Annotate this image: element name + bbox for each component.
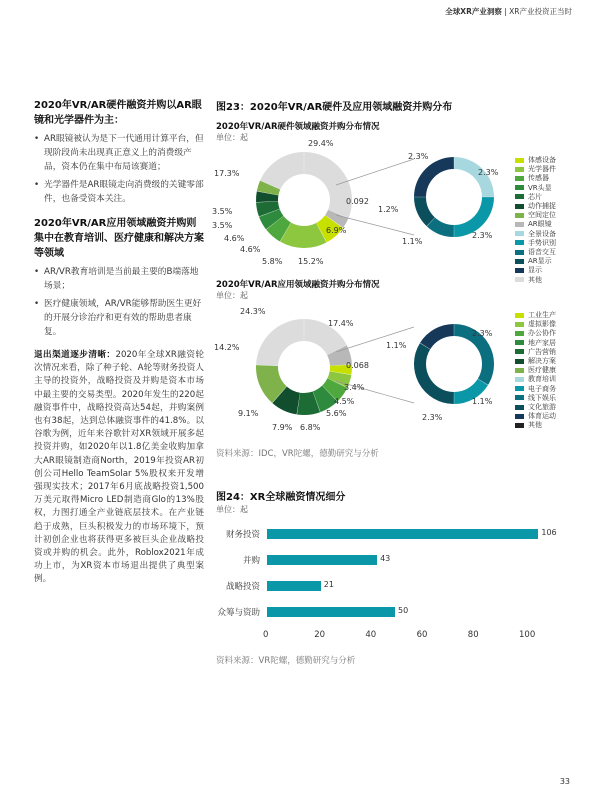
app-sub-label: 2.3% bbox=[472, 329, 493, 338]
x-tick-label: 20 bbox=[314, 630, 326, 640]
bar-value-label: 43 bbox=[380, 554, 391, 563]
app-sub-label: 1.1% bbox=[472, 397, 493, 406]
hw-legend-text: 手势识别 bbox=[528, 238, 556, 247]
app-legend-swatch bbox=[515, 377, 524, 382]
x-tick-label: 80 bbox=[467, 630, 479, 640]
app-legend-swatch bbox=[515, 340, 524, 345]
bar-value-label: 50 bbox=[398, 606, 409, 615]
app-main-label: 7.9% bbox=[272, 423, 293, 432]
fig23-hw-title: 2020年VR/AR硬件领域融资并购分布情况 bbox=[216, 122, 380, 132]
app-main-label: 24.3% bbox=[240, 307, 266, 316]
app-main-slice-9 bbox=[256, 319, 304, 366]
hw-main-label: 0.092 bbox=[346, 197, 369, 206]
fig23-source: 资料来源：IDC，VR陀螺，德勤研究与分析 bbox=[216, 449, 379, 459]
app-legend-swatch bbox=[515, 405, 524, 410]
app-legend-swatch bbox=[515, 359, 524, 364]
bar-category-label: 战略投资 bbox=[225, 582, 260, 592]
app-sub-slice-2 bbox=[414, 343, 454, 404]
app-legend-swatch bbox=[515, 423, 524, 428]
app-sub-label: 1.1% bbox=[386, 341, 407, 350]
fig24-unit: 单位：起 bbox=[216, 505, 248, 514]
hw-legend-text: 芯片 bbox=[528, 192, 542, 201]
bullet: • 光学器件是AR眼镜走向消费级的关键零部件，也备受资本关注。 bbox=[34, 178, 204, 206]
hw-sub-label: 1.1% bbox=[402, 237, 423, 246]
app-sub-label: 2.3% bbox=[422, 413, 443, 422]
section3-paragraph bbox=[34, 349, 204, 587]
hw-legend-text: 空间定位 bbox=[528, 211, 556, 220]
app-legend-swatch bbox=[515, 368, 524, 373]
bar bbox=[267, 581, 321, 591]
hw-legend-swatch bbox=[515, 194, 524, 199]
hw-main-label: 17.3% bbox=[214, 169, 240, 178]
hw-legend-swatch bbox=[515, 240, 524, 245]
fig24-title: 图24：XR全球融资情况细分 bbox=[216, 492, 346, 503]
hw-legend-text: VR头显 bbox=[528, 183, 552, 192]
hw-legend-swatch bbox=[515, 268, 524, 273]
hw-main-label: 6.9% bbox=[326, 226, 347, 235]
hw-legend-item bbox=[515, 275, 542, 285]
funding-bar-chart bbox=[200, 515, 580, 645]
hw-legend-swatch bbox=[515, 259, 524, 264]
fig23-hw-unit: 单位：起 bbox=[216, 133, 248, 142]
app-main-label: 5.6% bbox=[326, 409, 347, 418]
app-legend-swatch bbox=[515, 414, 524, 419]
hw-legend-swatch bbox=[515, 277, 524, 282]
bullet: • 医疗健康领域，AR/VR能够帮助医生更好的开展分诊治疗和更有效的帮助患者康复。 bbox=[34, 297, 204, 339]
section1-bullets bbox=[34, 132, 204, 206]
hw-sub-label: 2.3% bbox=[408, 152, 429, 161]
section1-title: 2020年VR/AR硬件融资并购以AR眼镜和光学器件为主： bbox=[34, 100, 202, 126]
hw-main-label: 5.8% bbox=[262, 257, 283, 266]
fig23-app-unit: 单位：起 bbox=[216, 291, 248, 300]
app-legend-item bbox=[515, 420, 542, 430]
bar bbox=[267, 607, 395, 617]
app-legend-text: 其他 bbox=[528, 421, 542, 430]
app-legend-text: 线下娱乐 bbox=[528, 393, 556, 402]
section2-title: 2020年VR/AR应用领域融资并购则集中在教育培训、医疗健康和解决方案等领域 bbox=[34, 218, 204, 259]
hw-legend-text: AR眼镜 bbox=[528, 220, 552, 229]
fig24-source: 资料来源：VR陀螺，德勤研究与分析 bbox=[216, 656, 356, 666]
fig23-title: 图23：2020年VR/AR硬件及应用领域融资并购分布 bbox=[216, 102, 453, 113]
app-legend-text: 解决方案 bbox=[528, 357, 556, 365]
app-legend-text: 虚拟影像 bbox=[528, 320, 556, 329]
app-legend-text: 医疗健康 bbox=[528, 366, 556, 375]
hw-legend-text: 其他 bbox=[528, 275, 542, 284]
x-tick-label: 100 bbox=[519, 630, 536, 640]
bar-category-label: 财务投资 bbox=[225, 530, 260, 540]
x-tick-label: 40 bbox=[365, 630, 377, 640]
app-legend-swatch bbox=[515, 386, 524, 391]
hw-main-label: 3.5% bbox=[212, 207, 233, 216]
hw-main-slice-0 bbox=[304, 152, 352, 218]
hw-legend-text: AR显示 bbox=[528, 257, 552, 266]
hw-legend-swatch bbox=[515, 222, 524, 227]
hw-main-label: 4.6% bbox=[224, 234, 245, 243]
header-subtitle: | XR产业投资正当时 bbox=[501, 7, 572, 16]
hw-legend-text: 传感器 bbox=[528, 174, 549, 183]
hw-sub-slice-4 bbox=[414, 157, 454, 197]
hw-legend-text: 光学器件 bbox=[528, 165, 556, 174]
hw-main-label: 4.6% bbox=[240, 245, 261, 254]
hw-sub-label: 2.3% bbox=[472, 231, 493, 240]
app-legend-text: 体育运动 bbox=[528, 412, 556, 421]
app-legend-text: 文化旅游 bbox=[528, 403, 556, 411]
hw-sub-label: 2.3% bbox=[478, 168, 499, 177]
page-number: 33 bbox=[559, 777, 570, 786]
section2-bullets bbox=[34, 265, 204, 339]
app-legend-swatch bbox=[515, 331, 524, 336]
app-main-label: 17.4% bbox=[328, 319, 354, 328]
hw-connector-bottom bbox=[336, 215, 414, 235]
app-legend-swatch bbox=[515, 349, 524, 354]
bar-value-label: 21 bbox=[323, 580, 334, 589]
hw-main-label: 15.2% bbox=[298, 257, 324, 266]
application-legend bbox=[515, 310, 585, 435]
hw-legend-swatch bbox=[515, 176, 524, 181]
hw-legend-text: 语音交互 bbox=[528, 248, 556, 256]
app-legend-text: 办公协作 bbox=[528, 329, 556, 338]
section3-text: 2020年全球XR融资轮次情况来看，除了种子轮、A轮等财务投资人主导的投资外，战略投资及并购是资本市场中最主要的交易类型。2020年发生的220起融资事件中，战略投资高达54起，并购案例也有38起，达到总体融资事件的41.8%。以谷歌为例，近年来谷歌针对XR领域开展多起投资并购，如2020年以1.8亿美金收购加拿大AR眼镜制造商North，2019年投资AR初创公司Hello TeamSolar 5%股权来开发增强现实技术；2017年6月底战略投资1,500万美元取得Micro LED制造商Glo的13%股权，力图打通全产业链底层技术。在产业链趋于成熟，巨头积极发力的市场环境下，预计初创企业也将获得更多被巨头企业战略投资或并购的机会。此外，Roblox2021年成功上市，为XR资本市场退出提供了典型案例。 bbox=[34, 350, 204, 585]
app-legend-text: 工业生产 bbox=[528, 311, 556, 319]
section3-lead: 退出渠道逐步清晰： bbox=[34, 350, 116, 360]
hw-legend-text: 体感设备 bbox=[528, 156, 556, 164]
app-main-label: 0.068 bbox=[346, 361, 369, 370]
hw-legend-swatch bbox=[515, 185, 524, 190]
hw-legend-swatch bbox=[515, 167, 524, 172]
fig23-app-title: 2020年VR/AR应用领域融资并购分布情况 bbox=[216, 280, 380, 290]
hw-legend-text: 显示 bbox=[528, 266, 542, 275]
left-column bbox=[34, 98, 204, 587]
x-tick-label: 60 bbox=[416, 630, 428, 640]
app-main-label: 6.8% bbox=[300, 423, 321, 432]
hw-legend-swatch bbox=[515, 250, 524, 255]
hw-sub-label: 1.2% bbox=[378, 205, 399, 214]
app-main-label: 9.1% bbox=[238, 409, 259, 418]
bullet: • AR眼镜被认为是下一代通用计算平台，但现阶段尚未出现真正意义上的消费级产品，资本仍在集中布局该赛道； bbox=[34, 132, 204, 174]
hw-legend-text: 全景设备 bbox=[528, 229, 556, 238]
app-legend-text: 教育培训 bbox=[528, 375, 556, 384]
hw-legend-swatch bbox=[515, 158, 524, 163]
hw-main-label: 3.5% bbox=[212, 221, 233, 230]
app-sub-slice-3 bbox=[420, 324, 454, 349]
hw-main-label: 29.4% bbox=[308, 139, 334, 148]
hw-connector-top bbox=[336, 159, 414, 185]
app-legend-swatch bbox=[515, 313, 524, 318]
bullet: • AR/VR教育培训是当前最主要的B端落地场景； bbox=[34, 265, 204, 293]
hw-legend-swatch bbox=[515, 213, 524, 218]
app-legend-text: 电子商务 bbox=[528, 384, 556, 393]
bar bbox=[267, 529, 538, 539]
bar-category-label: 并购 bbox=[242, 556, 260, 566]
app-legend-swatch bbox=[515, 395, 524, 400]
app-legend-text: 地产家居 bbox=[528, 338, 556, 347]
bar bbox=[267, 555, 377, 565]
hw-legend-swatch bbox=[515, 231, 524, 236]
x-tick-label: 0 bbox=[263, 630, 269, 640]
bar-value-label: 106 bbox=[541, 528, 557, 537]
hw-legend-swatch bbox=[515, 204, 524, 209]
app-legend-swatch bbox=[515, 322, 524, 327]
page-header bbox=[445, 6, 572, 17]
app-main-label: 4.5% bbox=[334, 397, 355, 406]
header-title: 全球XR产业洞察 bbox=[445, 7, 502, 16]
hw-legend-text: 动作捕捉 bbox=[528, 202, 556, 210]
app-legend-text: 广告营销 bbox=[528, 347, 556, 356]
app-main-label: 14.2% bbox=[214, 343, 240, 352]
hardware-legend bbox=[515, 155, 585, 295]
bar-category-label: 众筹与资助 bbox=[217, 608, 260, 618]
app-main-label: 3.4% bbox=[344, 383, 365, 392]
